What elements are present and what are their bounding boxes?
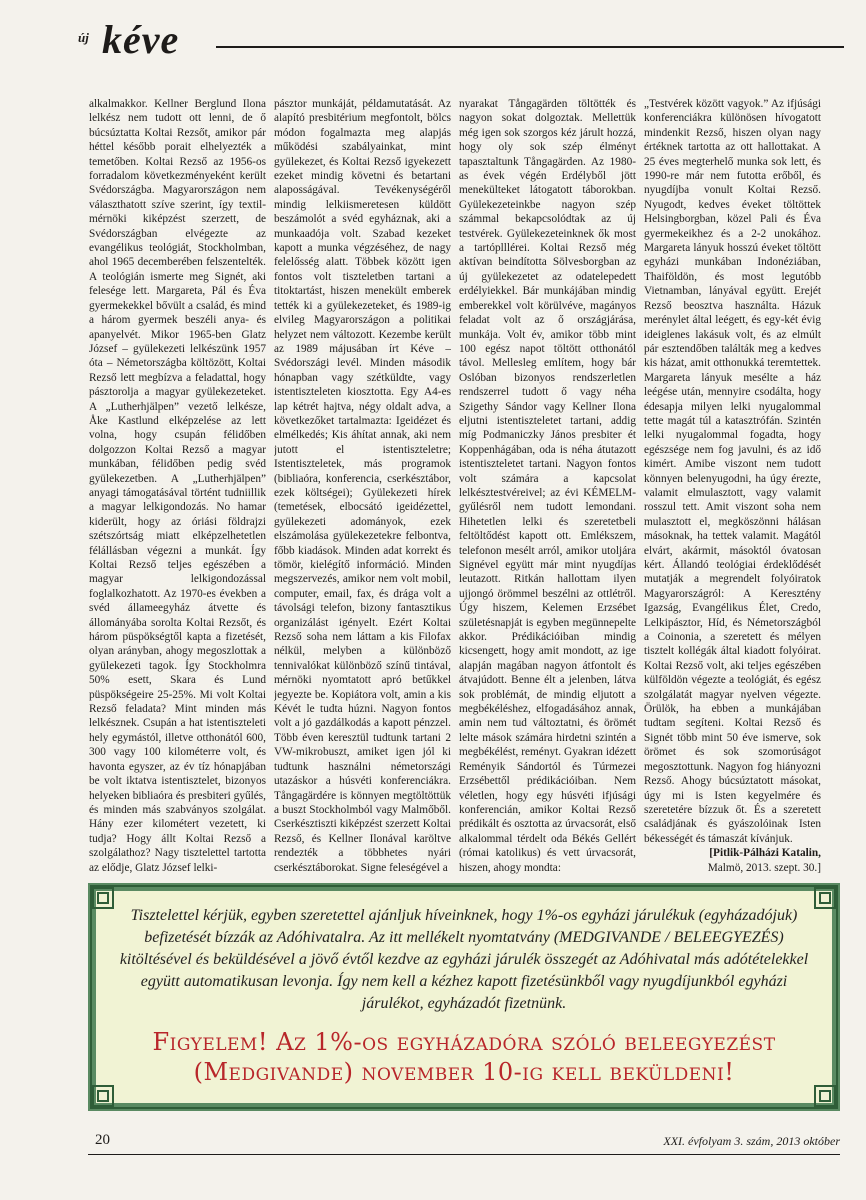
notice-box [88,883,840,1111]
column-1-text: alkalmakkor. Kellner Berglund Ilona lelkész nem tudott ott lenni, de ő búcsúztatta Koltai Rezsőt, amikor pár héttel később porait elhelyezték a temetőben. Koltai Rezső az 1956-os forradalom következményeként került Svédországba. Magyarországon nem választhatott szíve szerint, így textil-mérnöki kiképzést szerzett, de Svédországban elvégezte az evangélikus teológiát, Stockholmban, ahol 1965 decemberében felszentelték. A teológián ismerte meg Signét, aki felesége lett. Margareta, Pál és Éva gyermekekkel bővült a család, és mind a három gyermek beszéli anya- és apanyelvét. Mikor 1965-ben Glatz József – gyülekezeti lelkészünk 1957 óta – Németországba költözött, Koltai Rezső lett megbízva a feladattal, hogy pásztorolja a magyar gyülekezeteket. A „Lutherhjälpen” vezető lelkésze, Åke Kastlund elképzelése az lett volna, hogy csupán félidőben dolgozzon Koltai Rezső a magyar munkában, félidőben pedig svéd gyülekezetben. A „Lutherhjälpen” anyagi támogatásával történt tudniillik a magyar lelkigondozás. No hamar kiderült, hogy az óriási földrajzi szétszórtság miatt elképzelhetetlen félállásban végezni a munkát. Így Koltai Rezső teljes egészében a magyar lelkigondozással foglalkozhatott. Az 1970-es években a svéd állameegyház átvette és állományába sorolta Koltai Rezsőt, és három püspökségtől kapta a fizetését, olyan arányban, ahogy megoszlottak a gyülekezeti tagok. Így Stockholmra 50% esett, Skara és Lund püspökségeire 25-25%. Mi volt Koltai Rezső feladata? Mint minden más lelkésznek. Csupán a hat istentiszteleti hely egymástól, illetve otthonától 600, 300 vagy 100 kilométerre volt, és havonta egyszer, az év tíz hónapjában be volt iktatva istentisztelet, bizonyos helyeken bibliaóra és presbiteri gyűlés, és minden más szabványos szolgálat. Hány ezer kilométert vezetett, ki tudja? Hogy állt Koltai Rezső a szolgálathoz? Nagy tisztelettel tartotta az elődje, Glatz József lelki- [89,98,266,874]
footer-rule [88,1154,840,1155]
article-columns [89,97,839,877]
article-column-3 [459,97,636,877]
masthead-small: új [78,30,89,45]
notice-headline-line-1: Figyelem! Az 1%-os egyházadóra szóló beleegyezést [152,1028,776,1056]
notice-text: Tisztelettel kérjük, egyben szeretettel ajánljuk híveinknek, hogy 1%-os egyházi járulékuk (egyházadójuk) befizetését bízzák az Adóhivatalra. Az itt mellékelt nyomtatvány (MEDGIVANDE / BELEEGYEZÉS) kitöltésével és beküldésével a jövő évtől kezdve az egyházi járulék összegét az Adóhivatal más adótételekkel együtt automatikusan levonja. Így nem kell a kézhez kapott fizetésünkből vagy nyugdíjunkból egyházi járulékot, egyházadót fizetnünk. [119,907,809,1012]
article-column-1 [89,97,266,877]
signature-place: Malmö, 2013. szept. 30.] [707,861,821,874]
notice-content [114,905,814,1087]
page-number: 20 [95,1132,110,1148]
article-column-2 [274,97,451,877]
masthead-title: kéve [102,17,180,62]
issue-info: XXI. évfolyam 3. szám, 2013 október [663,1134,840,1148]
corner-ornament [90,885,116,911]
signature: [Pitlik-Pálházi Katalin, [709,847,821,860]
column-4-text: „Testvérek között vagyok.” Az ifjúsági konferenciákra különösen hívogatott mindenkit Rezső, hiszen olyan nagy értéknek tartotta az ott hallottakat. A 25 éves megterhelő munka sok lett, és 1990-re már nem futotta erőből, és nyugdíjba vonult Koltai Rezső. Nyugodt, kedves éveket töltöttek Helsingborgban, közel Pali és Éva gyermekeikhez és a 2-2 unokához. Margareta lányuk hosszú éveket töltött egyházi munkában Indonéziában, Thaiföldön, és most legutóbb Vietnamban, lányával együtt. Erejét Rezső beosztva használta. Házuk merénylet által leégett, és egy-két évig ideiglenes lakásuk volt, és az elmúlt pár esztendőben találták meg a kedves kis házat, amit otthonukká teremtettek. Margareta lányuk mesélte a ház leégése után, mennyire csodálta, hogy édesapja milyen lelki nyugalommal tette magát túl a katasztrófán. Szintén lelki nyugalommal fogadta, hogy egészsége nem fog javulni, és az idő kimért. Amibe viszont nem tudott könnyen belenyugodni, ha úgy érezte, valamit elmulasztott, vagy valamit rosszul tett. Amit viszont soha nem mulasztott el, megköszönni hálásan másoknak, ha tettek valamit. Magától elvárt, akármit, másoktól óvatosan kért. Állandó teológiai érdeklődését mutatják a megrendelt folyóiratok Magyarországról: A Keresztény Igazság, Evangélikus Élet, Credo, Lelkipásztor, Híd, és Németországból a Coinonia, a szeretett és mélyen tisztelt kollégák által kiadott folyóirat. Koltai Rezső volt, aki teljes egészében külföldön végezte a teológiát, és egész szolgálatát magyar nyelven végezte. Örülök, ha ebben a munkájában tudtam segíteni. Koltai Rezső és Signét több mint 50 éve ismerve, sok örömet és sok szomorúságot megosztottunk. Nagyon fog hiányozni Rezső. Ahogy búcsúztatott másokat, úgy mi is Isten kegyelmére és szeretetére bízzuk őt. És a szeretett családjának és gyászolóinak Isten békességét és támaszát kívánjuk. [644,98,821,845]
column-3-text: nyarakat Tångagärden töltötték és nagyon sokat dolgoztak. Mellettük még igen sok szorgos kéz járult hozzá, hogy oly sok szép élményt tapasztaltunk Tångagärden. Az 1980-as évek végén Erdélyből jött menekülteket látogatott táborokban. Gyülekezeteinkbe nagyon szép számmal bekapcsolódtak az új testvérek. Gyülekezeteinknek ők most a tartóplllérei. Koltai Rezső még aktívan beindította Sölvesborgban az új gyülekezetet az odatelepedett erdélyiekkel. Bár munkájában mindig emberekkel volt körülvéve, magányos feladat volt az ő országjárása, munkája. Volt év, amikor több mint 100 egész napot töltött otthonától távol. Mellesleg említem, hogy bár Oslóban bizonyos rendszerletlen rendszerrel tudott ő vagy néha Szigethy Sándor vagy Kellner Ilona eljutni istentiszteletet tartani, addig míg Podmaniczky János presbiter ét Koppenhágában, oda is néha átutazott istentiszteletet tartani. Nagyon fontos volt számára a kapcsolat lelkésztestvéreivel; az évi KÉMELM-gyűlésről nem tudott lemondani. Hihetetlen lelki és szeretetbeli feltöltődést kapott ott. Emlékszem, telefonon mesélt arról, amikor utoljára Signével együtt már mint nyugdíjas leutazott. Ritkán hallottam ilyen ujjongó örömmel beszélni az ottlétről. Úgy hiszem, Kelemen Erzsébet születésnapját is egyben megünnepelte akkor. Prédikációiban mindig kicsengett, hogy amit mondott, az ige alapján magában nagyon átfontolt és átvajúdott. Benne élt a jelenben, látva sok problémát, de mindig eljutott a megbékéléshez, elfogadásához annak, amin nem tud változtatni, és örömét lelte mások számára hirdetni szintén a megbékélést, reményt. Gyakran idézett Reményik Sándortól és Túrmezei Erzsébettől prédikációiban. Nem véletlen, hogy egy húsvéti ifjúsági konferencián, amikor Koltai Rezső prédikált és osztotta az úrvacsorát, első alkalommal térdelt oda Békés Gellért (római katolikus) és vett úrvacsorát, hiszen, ahogy mondta: [459,98,636,874]
notice-headline-line-2: (Medgivande) november 10-ig kell beküldeni! [193,1058,735,1086]
column-2-text: pásztor munkáját, példamutatását. Az alapító presbitérium megfontolt, bölcs módon fogalmazta meg alapjás működési szabályainkat, mint gyülekezet, és Koltai Rezső igyekezett ezeket mindig követni és betartani alaposságával. Tevékenységéről mindig lelkiismeretesen küldött beszámolót a svéd egyháznak, aki a munkaadója volt. Szabad kezeket kapott a munka végzéséhez, de nagy felelősség alatt. Többek között igen fontos volt tiszteletben tartani a titoktartást, hiszen menekült emberek tették ki a gyülekezeteket, és 1989-ig elvileg Magyarországon a politikai helyzet nem változott. Kezembe került az 1989 májusában írt Kéve – Svédországi levél. Minden második hónapban vagy szétküldte, vagy istentiszteleten kiosztotta. Egy A4-es lap kétrét hajtva, négy oldalt adva, a következőket tartalmazta: Igeidézet és elmélkedés; Kis áhítat annak, aki nem jutott el istentiszteletre; Istentiszteletek, más programok (bibliaóra, konferencia, cserkésztábor, ezek költségei); Gyülekezeti hírek (temetések, elbocsátó igeidézettel, gyülekezeti adományok, ezek elszámolása gyülekezetekre felbontva, főbb kiadások. Minden adat korrekt és tömör, kielégítő információ. Minden megszervezés, amikor nem volt mobil, computer, email, fax, és drága volt a távolsági telefon, bizony fantasztikus organizálást igényelt. Ezért Koltai Rezső soha nem láttam a kis Filofax nélkül, melyben a különböző tennivalókat különböző színű tintával, mérnöki nyomtatott apró betűkkel jegyezte be. Kopiátora volt, amin a kis Kévét le tudta húzni. Nagyon fontos volt a jó gazdálkodás a kapott pénzzel. Több éven keresztül tudtunk tartani 2 VW-mikrobuszt, amiket igen jól ki tudtunk használni németországi utazáskor a húsvéti konferenciákra. Tångagärdére is könnyen megtöltöttük a buszt Stockholmból vagy Malmőből. Cserkésztiszti kiképzést szerzett Koltai Rezső, és Kellner Ilonával karöltve rendezték a többhetes nyári cserkésztáborokat. Signe feleségével a [274,98,451,874]
masthead-rule [216,46,844,48]
page-footer [95,1132,840,1152]
corner-ornament [812,1083,838,1109]
masthead [78,17,844,70]
article-column-4 [644,97,821,877]
corner-ornament [812,885,838,911]
notice-headline [114,1027,814,1087]
corner-ornament [90,1083,116,1109]
